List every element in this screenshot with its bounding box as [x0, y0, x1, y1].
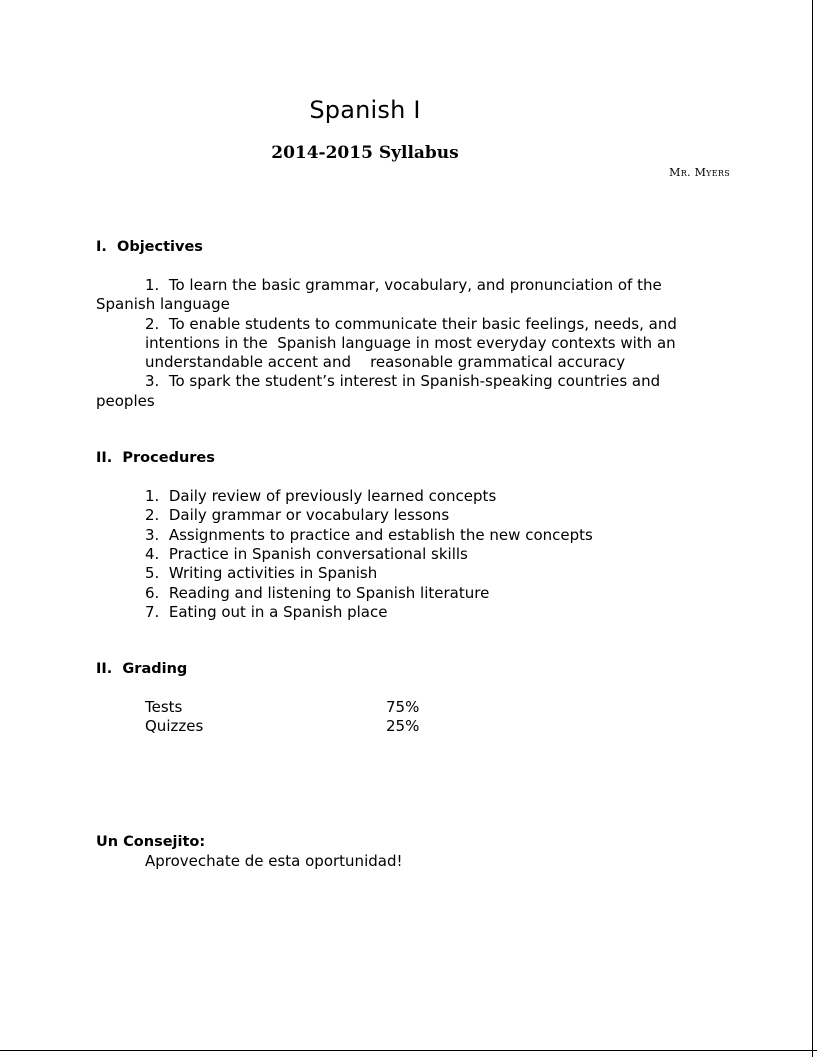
page-border-bottom	[0, 1050, 817, 1051]
objective-item-2-line-1: 2. To enable students to communicate their basic feelings, needs, and	[145, 314, 677, 333]
grading-value: 75%	[386, 698, 420, 717]
objective-item-3-line-1: 3. To spark the student’s interest in Spanish-speaking countries and	[145, 372, 661, 391]
grading-label: Quizzes	[145, 717, 204, 736]
procedure-item: 7. Eating out in a Spanish place	[145, 602, 388, 621]
objective-item-2-line-2: intentions in the Spanish language in most everyday contexts with an	[145, 333, 676, 352]
procedure-item: 1. Daily review of previously learned concepts	[145, 487, 497, 506]
procedure-item: 6. Reading and listening to Spanish literature	[145, 583, 490, 602]
page-border-right	[812, 0, 813, 1057]
procedure-item: 5. Writing activities in Spanish	[145, 564, 378, 583]
grading-value: 25%	[386, 717, 420, 736]
objective-item-3-line-2: peoples	[96, 391, 155, 410]
section-objectives	[96, 238, 736, 411]
objective-item-1	[96, 276, 736, 315]
spacer	[96, 679, 736, 698]
objective-item-3	[96, 372, 736, 411]
procedure-item: 2. Daily grammar or vocabulary lessons	[145, 506, 450, 525]
objective-item-1-line-1: 1. To learn the basic grammar, vocabulary, and pronunciation of the	[145, 276, 662, 294]
section-grading	[96, 660, 736, 737]
grading-label: Tests	[145, 698, 183, 717]
section-heading-grading: II. Grading	[96, 661, 188, 678]
spacer	[96, 468, 736, 487]
procedure-item: 4. Practice in Spanish conversational skills	[145, 544, 468, 563]
spacer	[96, 737, 736, 833]
section-tip	[96, 833, 736, 871]
spacer	[96, 411, 736, 449]
section-heading-procedures: II. Procedures	[96, 450, 215, 467]
document-body	[96, 238, 736, 871]
objective-item-2-line-3: understandable accent and reasonable grammatical accuracy	[145, 353, 626, 372]
tip-text: Aprovechate de esta oportunidad!	[145, 851, 403, 870]
document-subtitle: 2014-2015 Syllabus	[271, 143, 459, 163]
document-title: Spanish I	[309, 96, 421, 124]
spacer	[96, 257, 736, 276]
tip-heading: Un Consejito:	[96, 833, 206, 850]
objective-item-2	[96, 315, 736, 373]
document-author: Mr. Myers	[669, 166, 730, 179]
objective-item-1-line-2: Spanish language	[96, 295, 230, 314]
grading-row	[96, 698, 736, 717]
spacer	[96, 622, 736, 660]
section-heading-objectives: I. Objectives	[96, 239, 203, 255]
procedure-item: 3. Assignments to practice and establish the new concepts	[145, 525, 593, 544]
section-procedures	[96, 449, 736, 622]
grading-row	[96, 717, 736, 736]
